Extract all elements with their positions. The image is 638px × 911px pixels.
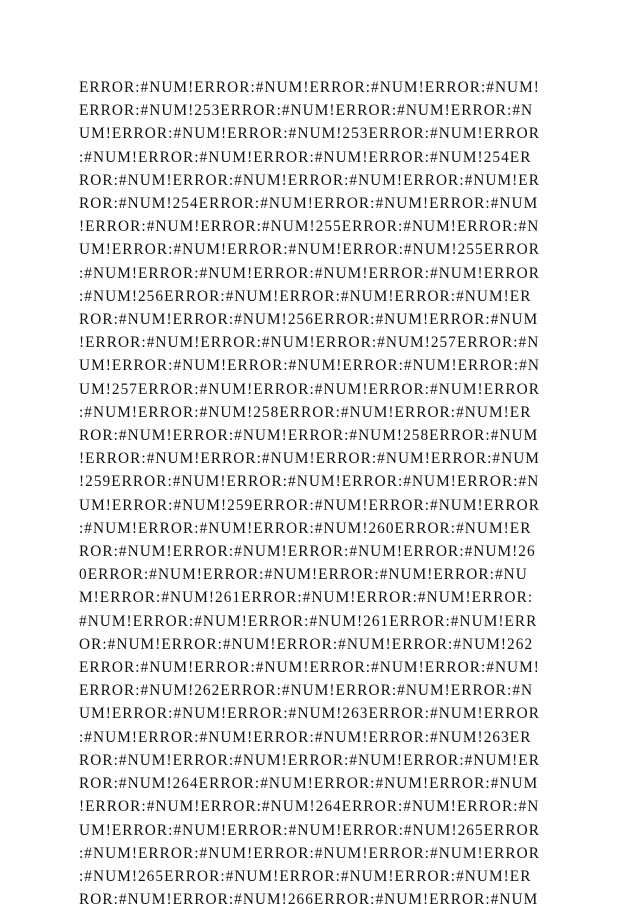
text-line: !ERROR:#NUM!ERROR:#NUM!264ERROR:#NUM!ERROR:#N <box>79 798 540 816</box>
text-line: ROR:#NUM!ERROR:#NUM!256ERROR:#NUM!ERROR:#NUM <box>79 311 539 329</box>
text-line: ROR:#NUM!ERROR:#NUM!ERROR:#NUM!258ERROR:#NUM <box>79 427 539 445</box>
text-line: !ERROR:#NUM!ERROR:#NUM!ERROR:#NUM!257ERROR:#N <box>79 334 540 352</box>
text-line: ROR:#NUM!ERROR:#NUM!266ERROR:#NUM!ERROR:#NUM <box>79 891 539 909</box>
text-line: #NUM!ERROR:#NUM!ERROR:#NUM!261ERROR:#NUM!ERR <box>79 612 538 630</box>
text-line: M!ERROR:#NUM!261ERROR:#NUM!ERROR:#NUM!ERROR: <box>79 589 534 607</box>
text-line: UM!ERROR:#NUM!ERROR:#NUM!ERROR:#NUM!265ERROR <box>79 821 540 839</box>
text-line: UM!ERROR:#NUM!ERROR:#NUM!ERROR:#NUM!255ERROR <box>79 241 540 259</box>
text-line: ROR:#NUM!ERROR:#NUM!ERROR:#NUM!ERROR:#NUM!ER <box>79 751 540 769</box>
text-line: :#NUM!256ERROR:#NUM!ERROR:#NUM!ERROR:#NUM!ER <box>79 287 532 305</box>
text-line: UM!257ERROR:#NUM!ERROR:#NUM!ERROR:#NUM!ERROR <box>79 380 540 398</box>
text-line: :#NUM!ERROR:#NUM!ERROR:#NUM!ERROR:#NUM!ERROR <box>79 264 540 282</box>
text-line: ERROR:#NUM!262ERROR:#NUM!ERROR:#NUM!ERROR:#N <box>79 682 534 700</box>
text-line: ROR:#NUM!254ERROR:#NUM!ERROR:#NUM!ERROR:#NUM <box>79 195 539 213</box>
text-line: :#NUM!ERROR:#NUM!258ERROR:#NUM!ERROR:#NUM!ER <box>79 403 532 421</box>
text-line: ROR:#NUM!ERROR:#NUM!ERROR:#NUM!ERROR:#NUM!26 <box>79 543 536 561</box>
text-line: ROR:#NUM!ERROR:#NUM!ERROR:#NUM!ERROR:#NUM!ER <box>79 171 540 189</box>
text-line: UM!ERROR:#NUM!259ERROR:#NUM!ERROR:#NUM!ERROR <box>79 496 540 514</box>
text-line: !259ERROR:#NUM!ERROR:#NUM!ERROR:#NUM!ERROR:#N <box>79 473 540 491</box>
text-line: UM!ERROR:#NUM!ERROR:#NUM!ERROR:#NUM!ERROR:#N <box>79 357 540 375</box>
text-line: ERROR:#NUM!ERROR:#NUM!ERROR:#NUM!ERROR:#NUM! <box>79 659 540 677</box>
text-line: :#NUM!ERROR:#NUM!ERROR:#NUM!ERROR:#NUM!254ER <box>79 148 532 166</box>
text-line: OR:#NUM!ERROR:#NUM!ERROR:#NUM!ERROR:#NUM!262 <box>79 635 534 653</box>
text-line: 0ERROR:#NUM!ERROR:#NUM!ERROR:#NUM!ERROR:#NU <box>79 566 528 584</box>
text-line: ERROR:#NUM!253ERROR:#NUM!ERROR:#NUM!ERROR:#N <box>79 102 534 120</box>
text-line: UM!ERROR:#NUM!ERROR:#NUM!263ERROR:#NUM!ERROR <box>79 705 540 723</box>
text-line: ERROR:#NUM!ERROR:#NUM!ERROR:#NUM!ERROR:#NUM! <box>79 79 540 96</box>
text-line: :#NUM!ERROR:#NUM!ERROR:#NUM!ERROR:#NUM!ERROR <box>79 844 540 862</box>
text-line: :#NUM!265ERROR:#NUM!ERROR:#NUM!ERROR:#NUM!ER <box>79 867 532 885</box>
text-line: :#NUM!ERROR:#NUM!ERROR:#NUM!260ERROR:#NUM!ER <box>79 519 532 537</box>
body-text <box>79 76 569 911</box>
text-line: !ERROR:#NUM!ERROR:#NUM!ERROR:#NUM!ERROR:#NUM <box>79 450 540 468</box>
text-line: :#NUM!ERROR:#NUM!ERROR:#NUM!ERROR:#NUM!263ER <box>79 728 532 746</box>
text-line: UM!ERROR:#NUM!ERROR:#NUM!253ERROR:#NUM!ERROR <box>79 125 540 143</box>
text-line: !ERROR:#NUM!ERROR:#NUM!255ERROR:#NUM!ERROR:#N <box>79 218 540 236</box>
text-line: ROR:#NUM!264ERROR:#NUM!ERROR:#NUM!ERROR:#NUM <box>79 775 539 793</box>
